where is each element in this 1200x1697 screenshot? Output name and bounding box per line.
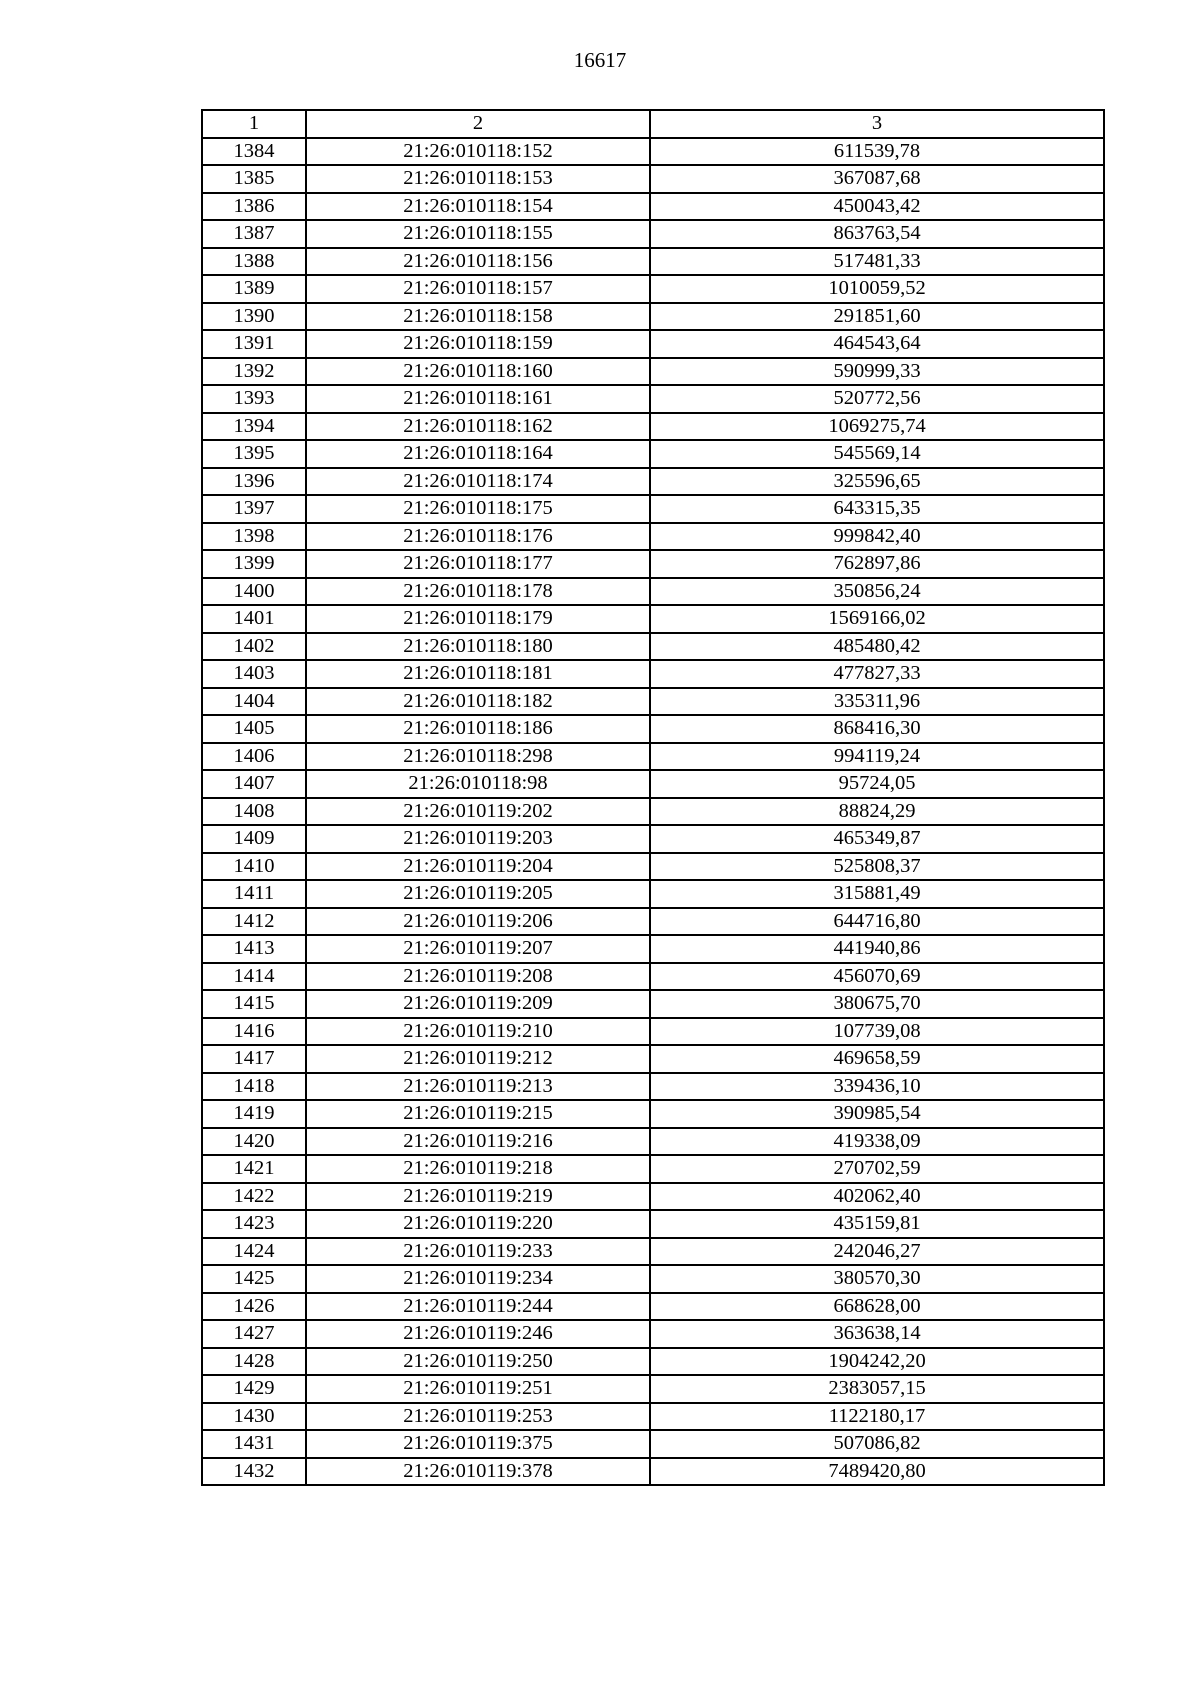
value-cell: 469658,59: [650, 1045, 1104, 1073]
cadastral-number-cell: 21:26:010118:155: [306, 220, 650, 248]
table-row: [202, 825, 1104, 853]
page-number: 16617: [573, 48, 627, 72]
cadastral-number-cell: 21:26:010119:207: [306, 935, 650, 963]
value-cell: 525808,37: [650, 853, 1104, 881]
row-number-cell: 1408: [202, 798, 306, 826]
value-cell: 863763,54: [650, 220, 1104, 248]
cadastral-number-cell: 21:26:010119:233: [306, 1238, 650, 1266]
value-cell: 419338,09: [650, 1128, 1104, 1156]
row-number-cell: 1422: [202, 1183, 306, 1211]
row-number-cell: 1409: [202, 825, 306, 853]
table-row: [202, 1375, 1104, 1403]
cadastral-number-cell: 21:26:010118:174: [306, 468, 650, 496]
value-cell: 994119,24: [650, 743, 1104, 771]
value-cell: 367087,68: [650, 165, 1104, 193]
cadastral-number-cell: 21:26:010118:154: [306, 193, 650, 221]
row-number-cell: 1426: [202, 1293, 306, 1321]
table-row: [202, 1293, 1104, 1321]
cadastral-number-cell: 21:26:010118:159: [306, 330, 650, 358]
table-row: [202, 495, 1104, 523]
row-number-cell: 1414: [202, 963, 306, 991]
cadastral-number-cell: 21:26:010119:209: [306, 990, 650, 1018]
value-cell: 456070,69: [650, 963, 1104, 991]
value-cell: 999842,40: [650, 523, 1104, 551]
row-number-cell: 1397: [202, 495, 306, 523]
value-cell: 88824,29: [650, 798, 1104, 826]
table-row: [202, 413, 1104, 441]
value-cell: 477827,33: [650, 660, 1104, 688]
cadastral-number-cell: 21:26:010118:181: [306, 660, 650, 688]
table-row: [202, 1073, 1104, 1101]
cadastral-number-cell: 21:26:010119:208: [306, 963, 650, 991]
cadastral-number-cell: 21:26:010118:175: [306, 495, 650, 523]
table-row: [202, 1403, 1104, 1431]
cadastral-number-cell: 21:26:010119:244: [306, 1293, 650, 1321]
table-row: [202, 1430, 1104, 1458]
row-number-cell: 1416: [202, 1018, 306, 1046]
value-cell: 402062,40: [650, 1183, 1104, 1211]
row-number-cell: 1415: [202, 990, 306, 1018]
cadastral-number-cell: 21:26:010118:164: [306, 440, 650, 468]
cadastral-number-cell: 21:26:010119:206: [306, 908, 650, 936]
value-cell: 643315,35: [650, 495, 1104, 523]
value-cell: 668628,00: [650, 1293, 1104, 1321]
row-number-cell: 1386: [202, 193, 306, 221]
table-row: [202, 303, 1104, 331]
table-row: [202, 688, 1104, 716]
cadastral-number-cell: 21:26:010118:152: [306, 138, 650, 166]
value-cell: 270702,59: [650, 1155, 1104, 1183]
cadastral-number-cell: 21:26:010119:203: [306, 825, 650, 853]
table-row: [202, 1128, 1104, 1156]
cadastral-number-cell: 21:26:010118:157: [306, 275, 650, 303]
value-cell: 590999,33: [650, 358, 1104, 386]
value-cell: 762897,86: [650, 550, 1104, 578]
value-cell: 350856,24: [650, 578, 1104, 606]
value-cell: 339436,10: [650, 1073, 1104, 1101]
value-cell: 465349,87: [650, 825, 1104, 853]
table-row: [202, 440, 1104, 468]
table-row: [202, 1210, 1104, 1238]
row-number-cell: 1423: [202, 1210, 306, 1238]
table-header: [202, 110, 1104, 138]
row-number-cell: 1432: [202, 1458, 306, 1486]
cadastral-number-cell: 21:26:010118:153: [306, 165, 650, 193]
cadastral-number-cell: 21:26:010118:179: [306, 605, 650, 633]
value-cell: 1069275,74: [650, 413, 1104, 441]
cadastral-number-cell: 21:26:010118:156: [306, 248, 650, 276]
row-number-cell: 1390: [202, 303, 306, 331]
value-cell: 95724,05: [650, 770, 1104, 798]
value-cell: 1122180,17: [650, 1403, 1104, 1431]
cadastral-number-cell: 21:26:010118:178: [306, 578, 650, 606]
value-cell: 107739,08: [650, 1018, 1104, 1046]
table-row: [202, 1458, 1104, 1486]
cadastral-number-cell: 21:26:010119:213: [306, 1073, 650, 1101]
row-number-cell: 1404: [202, 688, 306, 716]
row-number-cell: 1420: [202, 1128, 306, 1156]
table-row: [202, 880, 1104, 908]
cadastral-number-cell: 21:26:010118:161: [306, 385, 650, 413]
value-cell: 1569166,02: [650, 605, 1104, 633]
table-row: [202, 1155, 1104, 1183]
row-number-cell: 1395: [202, 440, 306, 468]
table-row: [202, 275, 1104, 303]
table-row: [202, 1183, 1104, 1211]
table-row: [202, 1265, 1104, 1293]
table-row: [202, 1238, 1104, 1266]
cadastral-number-cell: 21:26:010119:210: [306, 1018, 650, 1046]
table-row: [202, 550, 1104, 578]
table-row: [202, 578, 1104, 606]
value-cell: 868416,30: [650, 715, 1104, 743]
row-number-cell: 1428: [202, 1348, 306, 1376]
row-number-cell: 1410: [202, 853, 306, 881]
cadastral-number-cell: 21:26:010118:180: [306, 633, 650, 661]
row-number-cell: 1412: [202, 908, 306, 936]
table-row: [202, 523, 1104, 551]
row-number-cell: 1399: [202, 550, 306, 578]
value-cell: 315881,49: [650, 880, 1104, 908]
row-number-cell: 1425: [202, 1265, 306, 1293]
table-row: [202, 358, 1104, 386]
cadastral-number-cell: 21:26:010119:218: [306, 1155, 650, 1183]
table-row: [202, 770, 1104, 798]
value-cell: 335311,96: [650, 688, 1104, 716]
cadastral-number-cell: 21:26:010119:378: [306, 1458, 650, 1486]
row-number-cell: 1417: [202, 1045, 306, 1073]
cadastral-number-cell: 21:26:010118:177: [306, 550, 650, 578]
value-cell: 325596,65: [650, 468, 1104, 496]
row-number-cell: 1405: [202, 715, 306, 743]
column-header-1: 1: [202, 110, 306, 138]
row-number-cell: 1430: [202, 1403, 306, 1431]
cadastral-number-cell: 21:26:010119:219: [306, 1183, 650, 1211]
value-cell: 7489420,80: [650, 1458, 1104, 1486]
table-row: [202, 908, 1104, 936]
value-cell: 450043,42: [650, 193, 1104, 221]
table-row: [202, 715, 1104, 743]
table-header-row: [202, 110, 1104, 138]
row-number-cell: 1392: [202, 358, 306, 386]
table-row: [202, 743, 1104, 771]
cadastral-number-cell: 21:26:010119:216: [306, 1128, 650, 1156]
row-number-cell: 1398: [202, 523, 306, 551]
table-row: [202, 330, 1104, 358]
cadastral-number-cell: 21:26:010118:98: [306, 770, 650, 798]
row-number-cell: 1400: [202, 578, 306, 606]
cadastral-number-cell: 21:26:010119:204: [306, 853, 650, 881]
row-number-cell: 1413: [202, 935, 306, 963]
data-table: [201, 109, 1105, 1486]
cadastral-number-cell: 21:26:010118:176: [306, 523, 650, 551]
table-row: [202, 963, 1104, 991]
cadastral-number-cell: 21:26:010119:205: [306, 880, 650, 908]
cadastral-number-cell: 21:26:010118:158: [306, 303, 650, 331]
cadastral-number-cell: 21:26:010119:250: [306, 1348, 650, 1376]
table-row: [202, 660, 1104, 688]
cadastral-number-cell: 21:26:010119:375: [306, 1430, 650, 1458]
value-cell: 380675,70: [650, 990, 1104, 1018]
value-cell: 435159,81: [650, 1210, 1104, 1238]
table-row: [202, 990, 1104, 1018]
value-cell: 390985,54: [650, 1100, 1104, 1128]
table-row: [202, 468, 1104, 496]
table-row: [202, 385, 1104, 413]
value-cell: 2383057,15: [650, 1375, 1104, 1403]
cadastral-number-cell: 21:26:010119:220: [306, 1210, 650, 1238]
row-number-cell: 1385: [202, 165, 306, 193]
row-number-cell: 1431: [202, 1430, 306, 1458]
table-row: [202, 1100, 1104, 1128]
table-row: [202, 1348, 1104, 1376]
row-number-cell: 1427: [202, 1320, 306, 1348]
cadastral-number-cell: 21:26:010119:202: [306, 798, 650, 826]
row-number-cell: 1391: [202, 330, 306, 358]
table-row: [202, 193, 1104, 221]
row-number-cell: 1389: [202, 275, 306, 303]
table-row: [202, 165, 1104, 193]
row-number-cell: 1407: [202, 770, 306, 798]
table-row: [202, 1018, 1104, 1046]
value-cell: 242046,27: [650, 1238, 1104, 1266]
row-number-cell: 1402: [202, 633, 306, 661]
row-number-cell: 1387: [202, 220, 306, 248]
value-cell: 380570,30: [650, 1265, 1104, 1293]
value-cell: 1904242,20: [650, 1348, 1104, 1376]
value-cell: 517481,33: [650, 248, 1104, 276]
row-number-cell: 1393: [202, 385, 306, 413]
column-header-2: 2: [306, 110, 650, 138]
value-cell: 441940,86: [650, 935, 1104, 963]
value-cell: 291851,60: [650, 303, 1104, 331]
table-row: [202, 935, 1104, 963]
row-number-cell: 1411: [202, 880, 306, 908]
cadastral-number-cell: 21:26:010119:234: [306, 1265, 650, 1293]
row-number-cell: 1401: [202, 605, 306, 633]
table-row: [202, 605, 1104, 633]
value-cell: 520772,56: [650, 385, 1104, 413]
table-row: [202, 248, 1104, 276]
cadastral-number-cell: 21:26:010119:251: [306, 1375, 650, 1403]
value-cell: 485480,42: [650, 633, 1104, 661]
cadastral-number-cell: 21:26:010118:186: [306, 715, 650, 743]
cadastral-number-cell: 21:26:010118:182: [306, 688, 650, 716]
table-row: [202, 853, 1104, 881]
row-number-cell: 1419: [202, 1100, 306, 1128]
row-number-cell: 1421: [202, 1155, 306, 1183]
row-number-cell: 1396: [202, 468, 306, 496]
value-cell: 507086,82: [650, 1430, 1104, 1458]
table-row: [202, 138, 1104, 166]
table-row: [202, 798, 1104, 826]
value-cell: 464543,64: [650, 330, 1104, 358]
cadastral-number-cell: 21:26:010118:298: [306, 743, 650, 771]
cadastral-number-cell: 21:26:010118:162: [306, 413, 650, 441]
value-cell: 611539,78: [650, 138, 1104, 166]
cadastral-number-cell: 21:26:010119:246: [306, 1320, 650, 1348]
table-row: [202, 1320, 1104, 1348]
row-number-cell: 1384: [202, 138, 306, 166]
row-number-cell: 1394: [202, 413, 306, 441]
table-row: [202, 220, 1104, 248]
table-row: [202, 633, 1104, 661]
row-number-cell: 1406: [202, 743, 306, 771]
table-row: [202, 1045, 1104, 1073]
value-cell: 363638,14: [650, 1320, 1104, 1348]
cadastral-number-cell: 21:26:010118:160: [306, 358, 650, 386]
row-number-cell: 1429: [202, 1375, 306, 1403]
cadastral-number-cell: 21:26:010119:215: [306, 1100, 650, 1128]
row-number-cell: 1424: [202, 1238, 306, 1266]
value-cell: 1010059,52: [650, 275, 1104, 303]
cadastral-number-cell: 21:26:010119:253: [306, 1403, 650, 1431]
table-body: [202, 138, 1104, 1486]
column-header-3: 3: [650, 110, 1104, 138]
cadastral-number-cell: 21:26:010119:212: [306, 1045, 650, 1073]
value-cell: 644716,80: [650, 908, 1104, 936]
row-number-cell: 1418: [202, 1073, 306, 1101]
row-number-cell: 1403: [202, 660, 306, 688]
value-cell: 545569,14: [650, 440, 1104, 468]
row-number-cell: 1388: [202, 248, 306, 276]
